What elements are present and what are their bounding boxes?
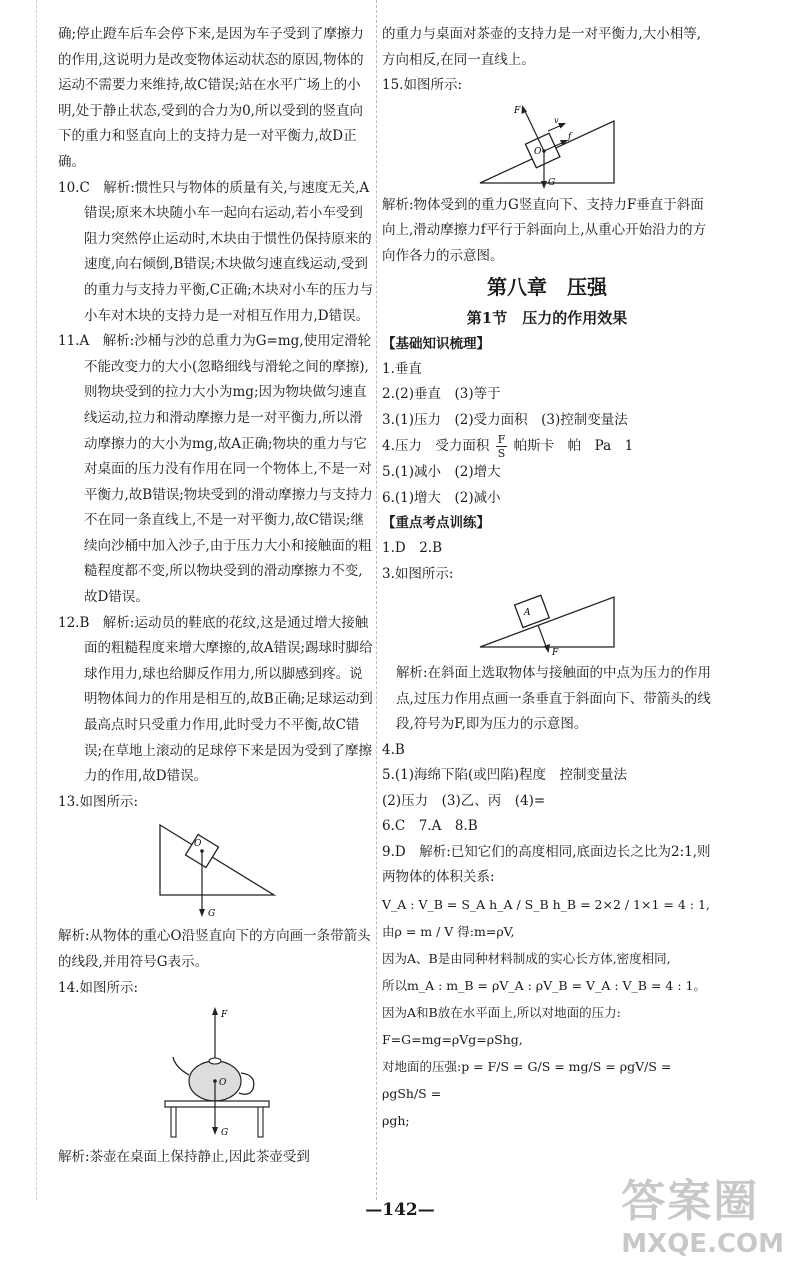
q14-o-label: O <box>219 1078 227 1089</box>
section-title: 第1节 压力的作用效果 <box>466 308 628 327</box>
q14-g-label: G <box>221 1128 229 1139</box>
basic-item-more-0: 5.(1)减小 (2)增大 <box>382 464 501 481</box>
key-points-heading: 【重点考点训练】 <box>382 515 490 532</box>
basic-item-2: 3.(1)压力 (2)受力面积 (3)控制变量法 <box>382 411 628 428</box>
basic-item-4-text: 4.压力 受力面积 <box>382 438 490 455</box>
q9-formula-pressure: 对地面的压强:p = F/S = G/S = mg/S = ρgV/S = ρgSh/S = <box>382 1059 672 1102</box>
q15-incline-figure <box>472 101 622 191</box>
basic-item-0: 1.垂直 <box>382 360 422 377</box>
column-divider <box>376 0 378 1200</box>
q15-title: 15.如图所示: <box>382 77 463 94</box>
watermark <box>621 1165 784 1259</box>
q13-g-label: G <box>208 909 216 920</box>
q9-formula-force: F=G=mg=ρVg=ρShg, <box>382 1032 523 1048</box>
q3-explanation: 解析:在斜面上选取物体与接触面的中点为压力的作用点,过压力作用点画一条垂直于斜面向下、带箭头的线段,符号为F,即为压力的示意图。 <box>396 665 712 733</box>
q9-formula-mass: 所以m_A : m_B = ρV_A : ρV_B = V_A : V_B = 4 : 1。 <box>382 978 706 994</box>
q13-explanation: 解析:从物体的重心O沿竖直向下的方向画一条带箭头的线段,并用符号G表示。 <box>58 928 371 970</box>
key-item-more-1: 5.(1)海绵下陷(或凹陷)程度 控制变量法 <box>382 767 628 784</box>
q15-g-label: G <box>548 177 556 188</box>
q15-friction-label: f <box>568 131 572 142</box>
watermark-logo-text: 答案圈 <box>621 1176 760 1227</box>
right-column <box>382 22 712 1134</box>
q14-explanation-cont: 的重力与桌面对茶壶的支持力是一对平衡力,大小相等,方向相反,在同一直线上。 <box>382 26 702 68</box>
binding-margin-line <box>36 0 38 1200</box>
q15-explanation: 解析:物体受到的重力G竖直向下、支持力F垂直于斜面向上,滑动摩擦力f平行于斜面向上,从重心开始沿力的方向作各力的示意图。 <box>382 196 707 264</box>
left-paragraph-1: 10.C 解析:惯性只与物体的质量有关,与速度无关,A错误;原来木块随小车一起向右运动,若小车受到阻力突然停止运动时,木块由于惯性仍保持原来的速度,向右倾倒,B错误;木块做匀速直线运动,受到的重力与支持力平衡,C正确;木块对小车的压力与小车对木块的支持力是一对相互作用力,D错误。 <box>58 179 374 324</box>
basic-item-more-1: 6.(1)增大 (2)减小 <box>382 489 501 506</box>
q14-f-label: F <box>221 1010 228 1021</box>
q3-f-label: F <box>552 648 559 659</box>
q9-formula-density: 由ρ = m / V 得:m=ρV, <box>382 924 515 940</box>
q9-intro: 9.D 解析:已知它们的高度相同,底面边长之比为2:1,则两物体的体积关系: <box>382 843 711 886</box>
q15-o-label: O <box>534 146 542 157</box>
q9-formula-volume: V_A : V_B = S_A h_A / S_B h_B = 2×2 / 1×1 = 4 : 1, <box>382 897 710 913</box>
basic-item-4 <box>382 433 712 460</box>
basic-knowledge-heading: 【基础知识梳理】 <box>382 335 490 352</box>
fraction-denominator: S <box>497 447 506 461</box>
q9-line-material: 因为A、B是由同种材料制成的实心长方体,密度相同, <box>382 951 671 967</box>
q13-o-label: O <box>194 839 202 850</box>
basic-item-1: 2.(2)垂直 (3)等于 <box>382 386 501 403</box>
key-item-more-0: 4.B <box>382 741 405 758</box>
chapter-title: 第八章 压强 <box>487 274 607 299</box>
key-points-list <box>382 536 712 587</box>
left-paragraph-3: 12.B 解析:运动员的鞋底的花纹,这是通过增大接触面的粗糙程度来增大摩擦的,故A错误;踢球时脚给球作用力,球也给脚反作用力,所以脚感到疼。说明物体间力的作用是相互的,故B正确;足球运动到最高点时只受重力作用,此时受力不平衡,故C错误;在草地上滚动的足球停下来是因为受到了摩擦力的作用,故D错误。 <box>58 614 373 785</box>
q15-v-label: v <box>554 115 559 125</box>
q14-teapot-figure <box>157 1003 277 1143</box>
left-column <box>58 22 376 1171</box>
q13-title: 13.如图所示: <box>58 793 139 810</box>
q9-line-force: 因为A和B放在水平面上,所以对地面的压力: <box>382 1005 621 1021</box>
key-item-more-3: 6.C 7.A 8.B <box>382 818 478 835</box>
left-paragraph-0: 确;停止蹬车后车会停下来,是因为车子受到了摩擦力的作用,这说明力是改变物体运动状态的原因,物体的运动不需要力来维持,故C错误;站在水平广场上的小明,处于静止状态,受到的合力为0,所以受到的竖直向下的重力和竖直向上的支持力是一对平衡力,故D正确。 <box>58 26 364 170</box>
left-answer-paragraphs <box>58 22 376 790</box>
left-paragraph-2: 11.A 解析:沙桶与沙的总重力为G=mg,使用定滑轮不能改变力的大小(忽略细线与滑轮之间的摩擦),则物块受到的拉力大小为mg;因为物块做匀速直线运动,拉力和滑动摩擦力是一对平衡力,所以滑动摩擦力的大小为mg,故A正确;物块的重力与它对桌面的压力没有作用在同一个物体上,不是一对平衡力,故B错误;物块受到的滑动摩擦力与支持力不在同一条直线上,不是一对平衡力,故C错误;继续向沙桶中加入沙子,由于压力大小和接触面的粗糙程度都不变,所以物块受到的滑动摩擦力不变,故D错误。 <box>58 333 373 606</box>
q13-incline-figure <box>152 817 282 922</box>
q14-explanation-start: 解析:茶壶在桌面上保持静止,因此茶壶受到 <box>58 1149 310 1166</box>
fraction-numerator: F <box>497 433 506 447</box>
key-item-more-2: (2)压力 (3)乙、丙 (4)= <box>382 792 546 809</box>
key-item-0: 1.D 2.B <box>382 540 443 557</box>
page-number: —142— <box>365 1200 435 1220</box>
key-item-1: 3.如图所示: <box>382 565 454 582</box>
basic-knowledge-list <box>382 357 712 434</box>
q3-pressure-figure <box>472 589 622 659</box>
q14-title: 14.如图所示: <box>58 979 139 996</box>
q15-f-label: F <box>514 105 521 116</box>
basic-item-4-units: 帕斯卡 帕 Pa 1 <box>513 438 634 455</box>
q9-formula-result: ρgh; <box>382 1113 410 1129</box>
q3-a-label: A <box>524 608 531 619</box>
basic-knowledge-list-more <box>382 460 712 511</box>
pressure-fraction <box>496 433 508 460</box>
key-points-list-more <box>382 738 712 840</box>
watermark-url: MXQE.COM <box>621 1229 784 1259</box>
